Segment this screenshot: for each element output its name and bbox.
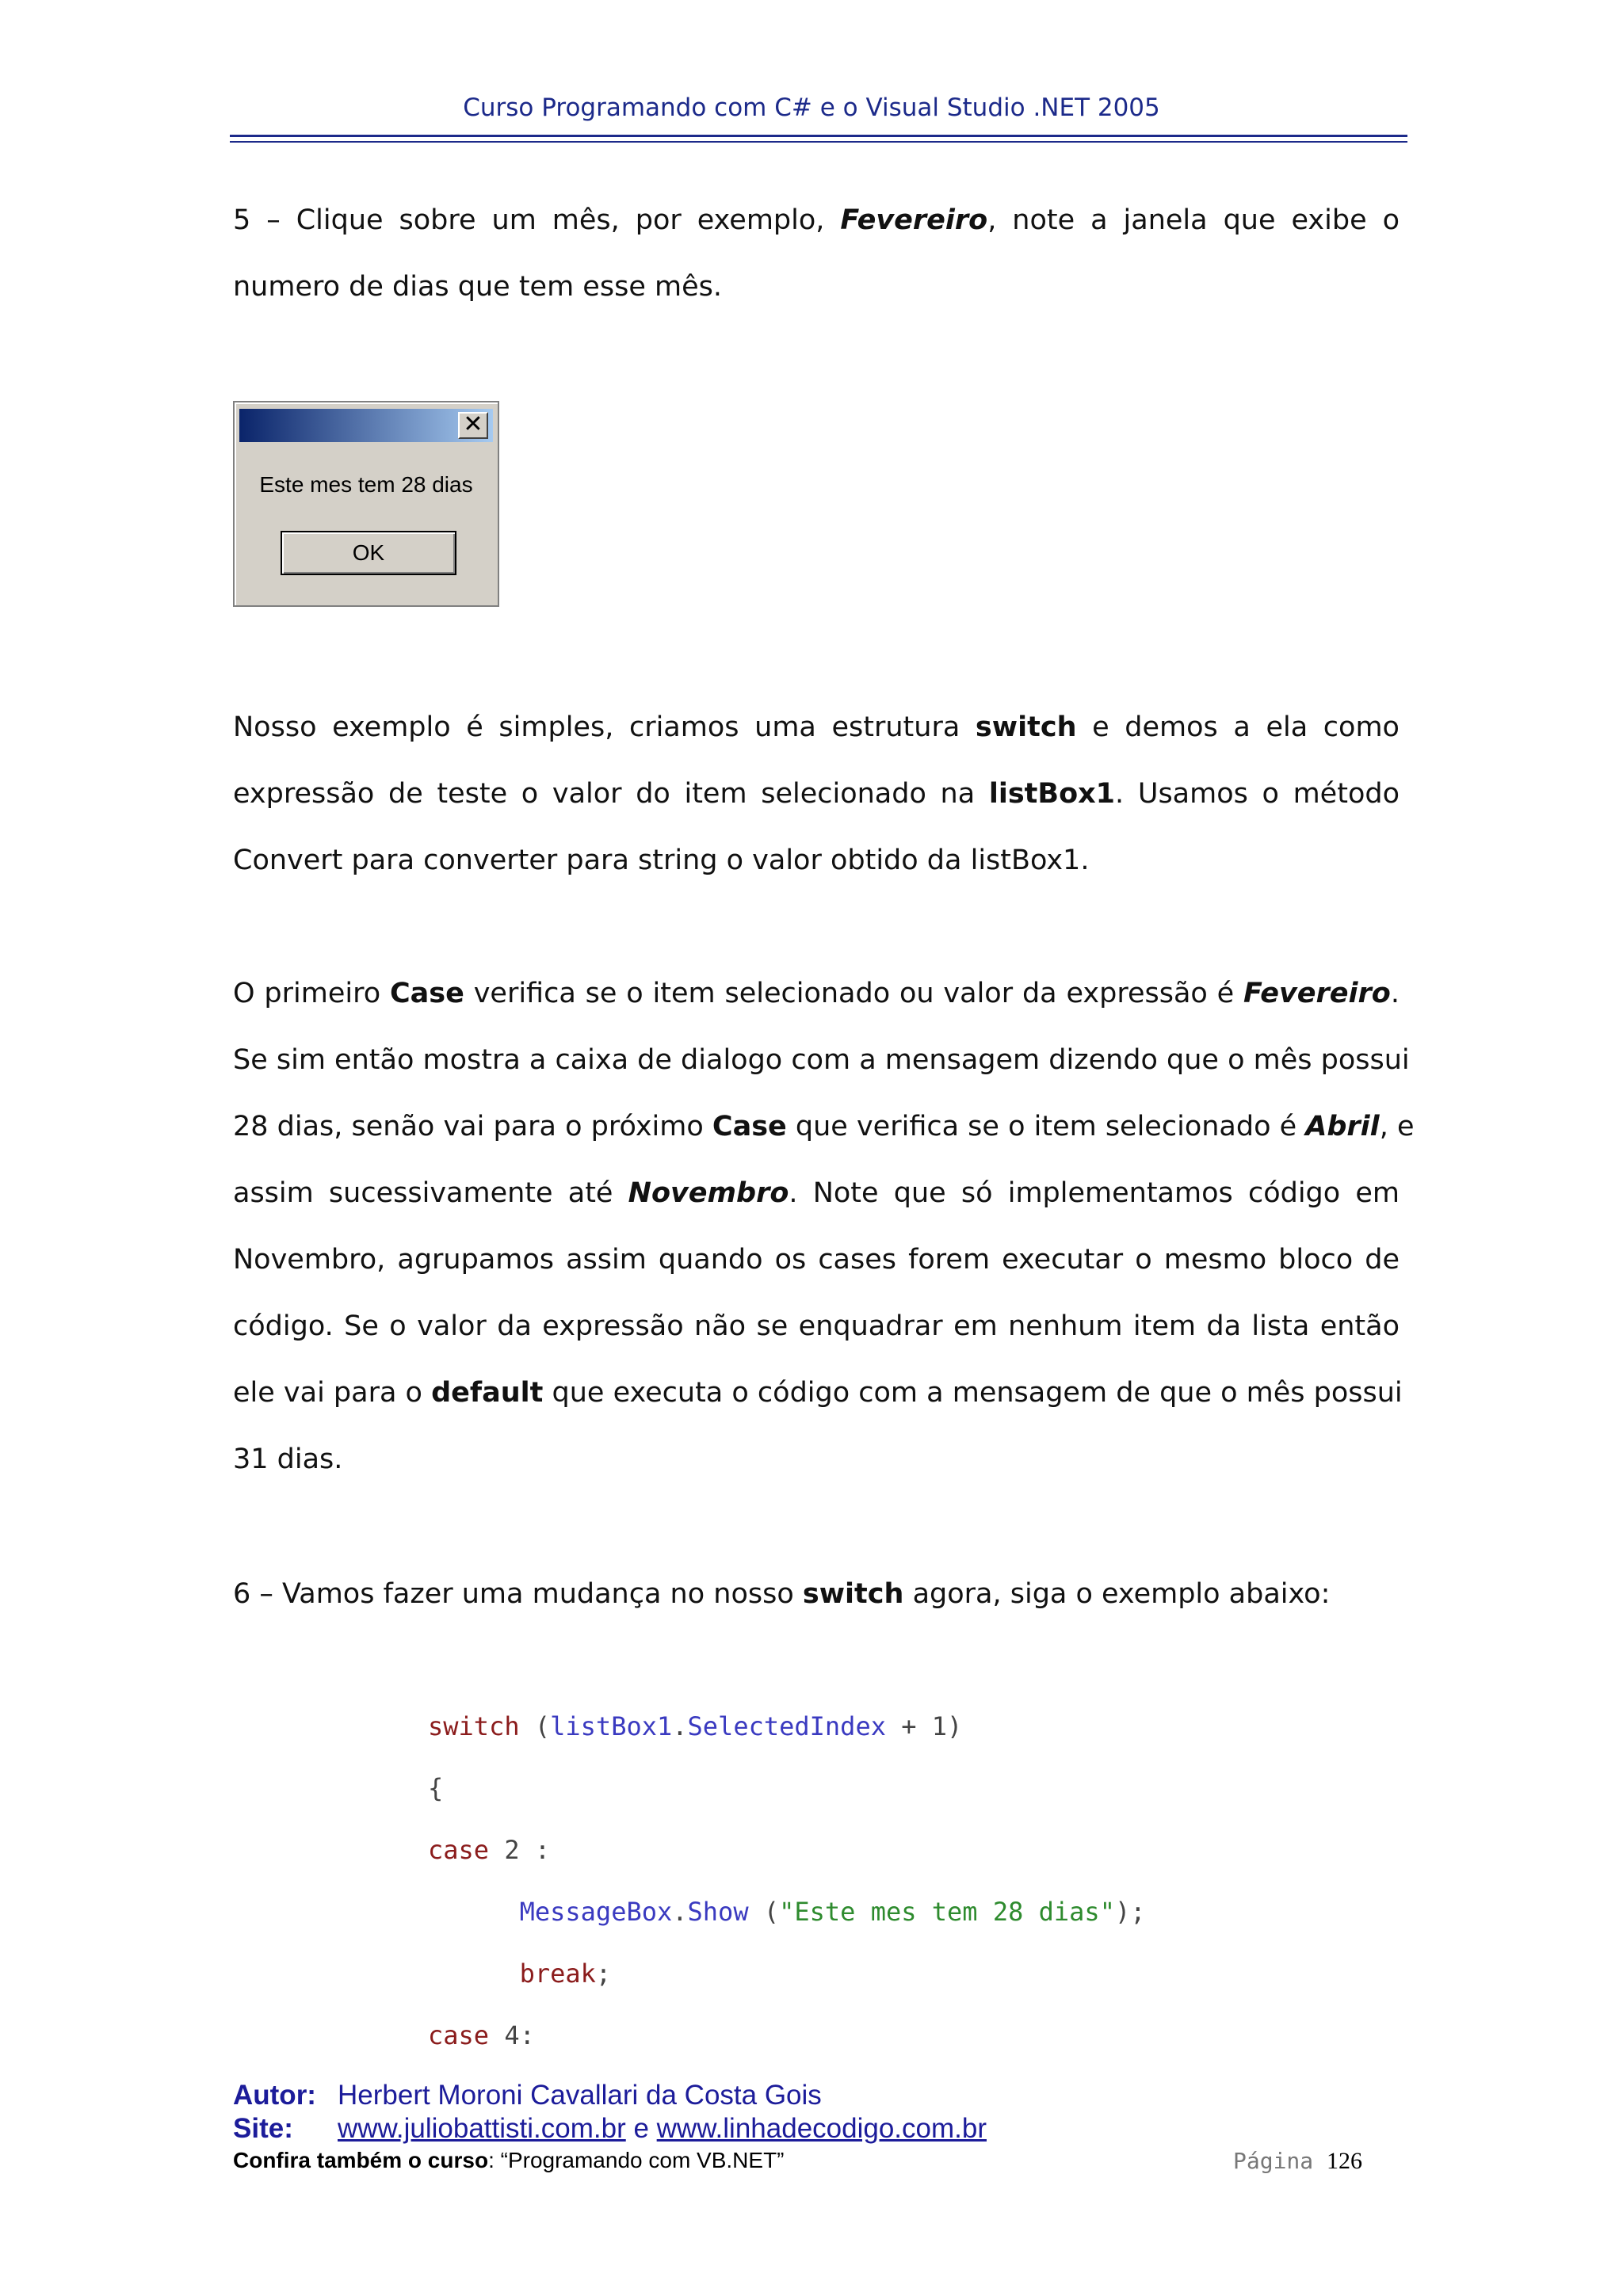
code-line: case 2 : — [428, 1835, 551, 1865]
close-icon[interactable]: ✕ — [458, 412, 488, 439]
footer-site: Site: www.juliobattisti.com.br e www.linhadecodigo.com.br — [233, 2113, 987, 2144]
link-linhadecodigo[interactable]: www.linhadecodigo.com.br — [656, 2113, 987, 2144]
ok-button[interactable]: OK — [281, 531, 456, 575]
message-box-dialog — [233, 401, 499, 607]
code-line: break; — [519, 1958, 612, 1989]
step-5-paragraph — [233, 187, 1400, 320]
para-2-line-4: assim sucessivamente até Novembro. Note que só implementamos código em — [233, 1177, 1400, 1209]
header-rule — [230, 135, 1407, 143]
para-2-line-6: código. Se o valor da expressão não se enquadrar em nenhum item da lista então — [233, 1310, 1400, 1342]
para-2-line-3: 28 dias, senão vai para o próximo Case que verifica se o item selecionado é Abril, e — [233, 1111, 1415, 1142]
step-6-paragraph — [233, 1561, 1400, 1627]
para-1-line-2: expressão de teste o valor do item selecionado na listBox1. Usamos o método — [233, 778, 1400, 810]
code-sample — [428, 1695, 1300, 2066]
para-2-line-2: Se sim então mostra a caixa de dialogo com a mensagem dizendo que o mês possui — [233, 1044, 1410, 1076]
para-1-line-3: Convert para converter para string o valor obtido da listBox1. — [233, 845, 1090, 876]
step-5-line-2: numero de dias que tem esse mês. — [233, 271, 722, 303]
footer-course-note: Confira também o curso: “Programando com VB.NET” — [233, 2148, 785, 2172]
code-line: case 4: — [428, 2020, 535, 2050]
step-5-line-1: 5 – Clique sobre um mês, por exemplo, Fevereiro, note a janela que exibe o — [233, 204, 1400, 236]
para-2-line-5: Novembro, agrupamos assim quando os cases forem executar o mesmo bloco de — [233, 1244, 1400, 1276]
explanation-paragraph-1 — [233, 694, 1400, 894]
para-2-line-7: ele vai para o default que executa o código com a mensagem de que o mês possui — [233, 1377, 1403, 1409]
code-line: MessageBox.Show ("Este mes tem 28 dias"); — [519, 1897, 1146, 1927]
running-header: Curso Programando com C# e o Visual Studio .NET 2005 — [463, 93, 1160, 122]
para-2-line-1: O primeiro Case verifica se o item selecionado ou valor da expressão é Fevereiro. — [233, 978, 1400, 1009]
para-2-line-8: 31 dias. — [233, 1444, 343, 1475]
footer-author: Autor: Herbert Moroni Cavallari da Costa Gois — [233, 2080, 822, 2111]
code-line: switch (listBox1.SelectedIndex + 1) — [428, 1711, 963, 1741]
explanation-paragraph-2 — [233, 960, 1415, 1493]
step-6-line: 6 – Vamos fazer uma mudança no nosso switch agora, siga o exemplo abaixo: — [233, 1578, 1331, 1610]
code-line: { — [428, 1773, 444, 1803]
para-1-line-1: Nosso exemplo é simples, criamos uma estrutura switch e demos a ela como — [233, 711, 1400, 743]
dialog-message: Este mes tem 28 dias — [259, 472, 473, 497]
link-juliobattisti[interactable]: www.juliobattisti.com.br — [338, 2113, 626, 2144]
page-number: Página 126 — [1233, 2148, 1363, 2174]
dialog-titlebar — [239, 409, 493, 442]
